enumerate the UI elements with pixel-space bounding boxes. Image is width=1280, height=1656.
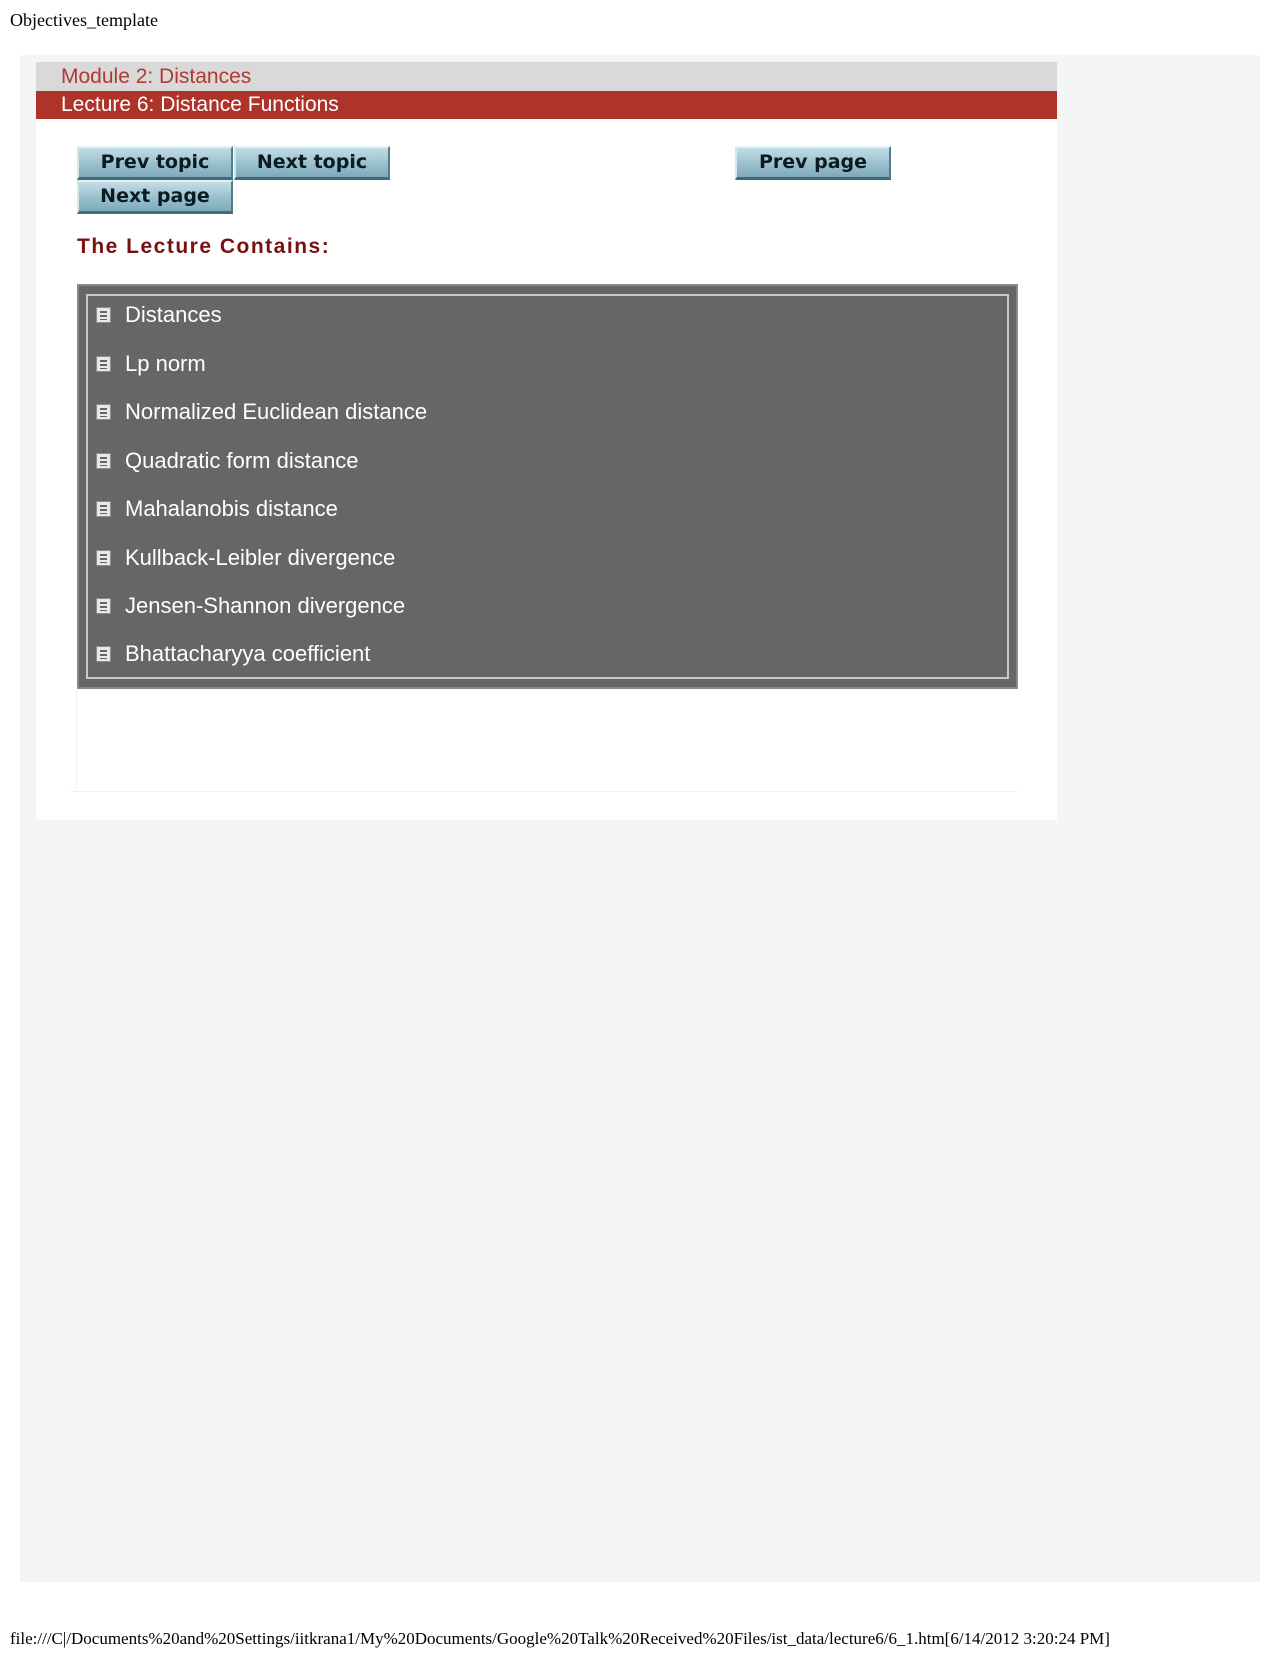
document-list-icon <box>96 307 111 323</box>
document-list-icon <box>96 356 111 372</box>
list-item <box>96 543 395 573</box>
divider <box>76 690 77 790</box>
list-item-label: Kullback-Leibler divergence <box>125 545 396 570</box>
document-list-icon <box>96 550 111 566</box>
module-title: Module 2: Distances <box>36 62 1057 91</box>
list-item-label: Lp norm <box>125 351 206 376</box>
list-item <box>96 446 359 476</box>
document-list-icon <box>96 598 111 614</box>
list-item <box>96 349 206 379</box>
prev-page-button[interactable]: Prev page <box>735 146 891 180</box>
lecture-contents-heading: The Lecture Contains: <box>77 235 331 258</box>
list-item <box>96 494 338 524</box>
list-item <box>96 639 370 669</box>
document-list-icon <box>96 501 111 517</box>
list-item-label: Distances <box>125 302 222 327</box>
list-item-label: Jensen-Shannon divergence <box>125 593 406 618</box>
file-path-footer: file:///C|/Documents%20and%20Settings/iitkrana1/My%20Documents/Google%20Talk%20Received%20Files/ist_data/lecture6/6_1.htm[6/14/2012 3:20:24 PM] <box>10 1629 1110 1648</box>
document-list-icon <box>96 646 111 662</box>
list-item-label: Quadratic form distance <box>125 448 359 473</box>
document-list-icon <box>96 453 111 469</box>
next-topic-button[interactable]: Next topic <box>234 146 390 180</box>
list-item <box>96 300 222 330</box>
next-page-button[interactable]: Next page <box>77 180 233 214</box>
list-item <box>96 591 405 621</box>
list-item-label: Bhattacharyya coefficient <box>125 641 371 666</box>
prev-topic-button[interactable]: Prev topic <box>77 146 233 180</box>
document-title: Objectives_template <box>10 10 158 30</box>
divider <box>70 791 1018 792</box>
list-item-label: Normalized Euclidean distance <box>125 399 428 424</box>
lecture-contents-list <box>86 294 1009 679</box>
lecture-contents-box <box>77 284 1018 689</box>
list-item-label: Mahalanobis distance <box>125 496 338 521</box>
lecture-title: Lecture 6: Distance Functions <box>36 91 1057 119</box>
list-item <box>96 397 427 427</box>
document-list-icon <box>96 404 111 420</box>
